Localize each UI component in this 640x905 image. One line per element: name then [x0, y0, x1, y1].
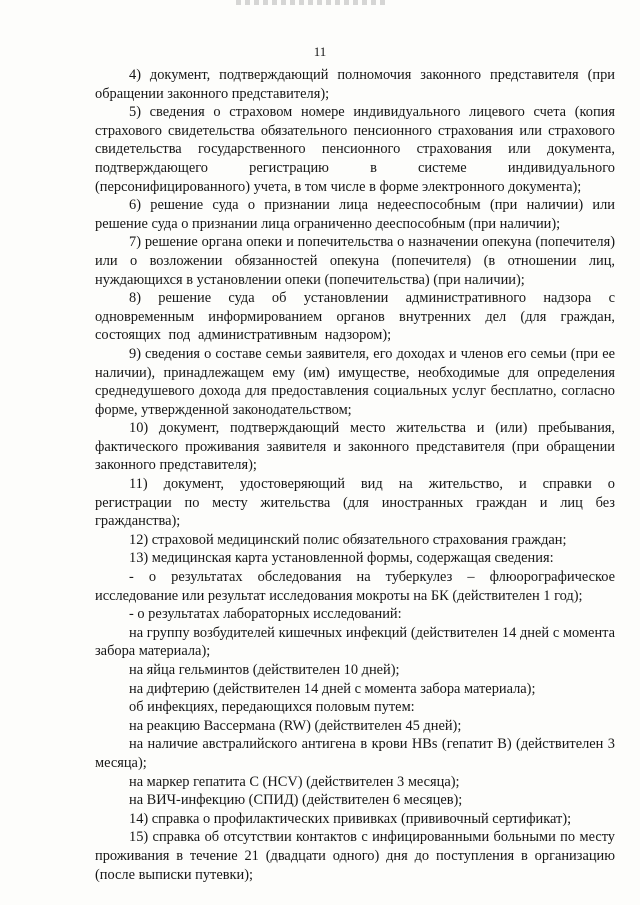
lab-wassermann: на реакцию Вассермана (RW) (действителен 45 дней); [129, 717, 462, 734]
list-item-10: 10) документ, подтверждающий место жительства и (или) пребывания, фактического проживания заявителя и законного представителя (при обращении законного представителя); [95, 420, 615, 474]
page-number: 11 [313, 44, 327, 59]
lab-hbs: на наличие австралийского антигена в крови HBs (гепатит В) (действителен 3 месяца); [95, 736, 615, 771]
list-item-4: 4) документ, подтверждающий полномочия законного представителя (при обращении законного представителя); [95, 67, 615, 102]
list-item-12: 12) страховой медицинский полис обязательного страхования граждан; [129, 531, 567, 548]
document-body [95, 66, 615, 884]
lab-results-heading: - о результатах лабораторных исследований: [129, 606, 402, 623]
list-item-8: 8) решение суда об установлении административного надзора с одновременным информированием органов внутренних дел (для граждан, состоящих под административным надзором); [95, 290, 615, 344]
list-item-11: 11) документ, удостоверяющий вид на жительство, и справки о регистрации по месту жительства (для иностранных граждан и лиц без гражданства); [95, 476, 615, 530]
lab-hcv: на маркер гепатита С (HCV) (действителен 3 месяца); [129, 773, 460, 790]
scan-artifact-top [236, 0, 386, 5]
lab-diphtheria: на дифтерию (действителен 14 дней с момента забора материала); [129, 680, 536, 697]
list-item-5: 5) сведения о страховом номере индивидуального лицевого счета (копия страхового свидетельства обязательного пенсионного страхования или страхового свидетельства государственного пенсионного страхования или документа, подтверждающего регистрацию в системе индивидуального (персонифицированного) учета, в том числе в форме электронного документа); [95, 104, 615, 195]
tuberculosis-info: - о результатах обследования на туберкулез – флюорографическое исследование или результат исследования мокроты на БК (действителен 1 год); [95, 569, 615, 604]
lab-helminths: на яйца гельминтов (действителен 10 дней); [129, 662, 400, 678]
list-item-14: 14) справка о профилактических прививках (прививочный сертификат); [129, 810, 572, 827]
list-item-15: 15) справка об отсутствии контактов с инфицированными больными по месту проживания в течение 21 (двадцати одного) дня до поступления в организацию (после выписки путевки); [95, 829, 615, 883]
sti-heading: об инфекциях, передающихся половым путем: [129, 699, 415, 716]
lab-hiv: на ВИЧ-инфекцию (СПИД) (действителен 6 месяцев); [129, 792, 463, 809]
list-item-6: 6) решение суда о признании лица недееспособным (при наличии) или решение суда о признании лица ограниченно дееспособным (при наличии); [95, 197, 615, 232]
list-item-13: 13) медицинская карта установленной формы, содержащая сведения: [129, 550, 554, 567]
list-item-9: 9) сведения о составе семьи заявителя, его доходах и членов его семьи (при ее наличии), принадлежащем ему (им) имуществе, необходимые для определения среднедушевого дохода для предоставления социальных услуг бесплатно, согласно форме, утвержденной законодательством; [95, 345, 615, 418]
lab-intestinal: на группу возбудителей кишечных инфекций (действителен 14 дней с момента забора материала); [95, 624, 615, 660]
list-item-7: 7) решение органа опеки и попечительства о назначении опекуна (попечителя) или о возложении обязанностей опекуна (попечителя) (в отношении лиц, нуждающихся в установлении опеки (попечительства) (при наличии); [95, 234, 615, 288]
